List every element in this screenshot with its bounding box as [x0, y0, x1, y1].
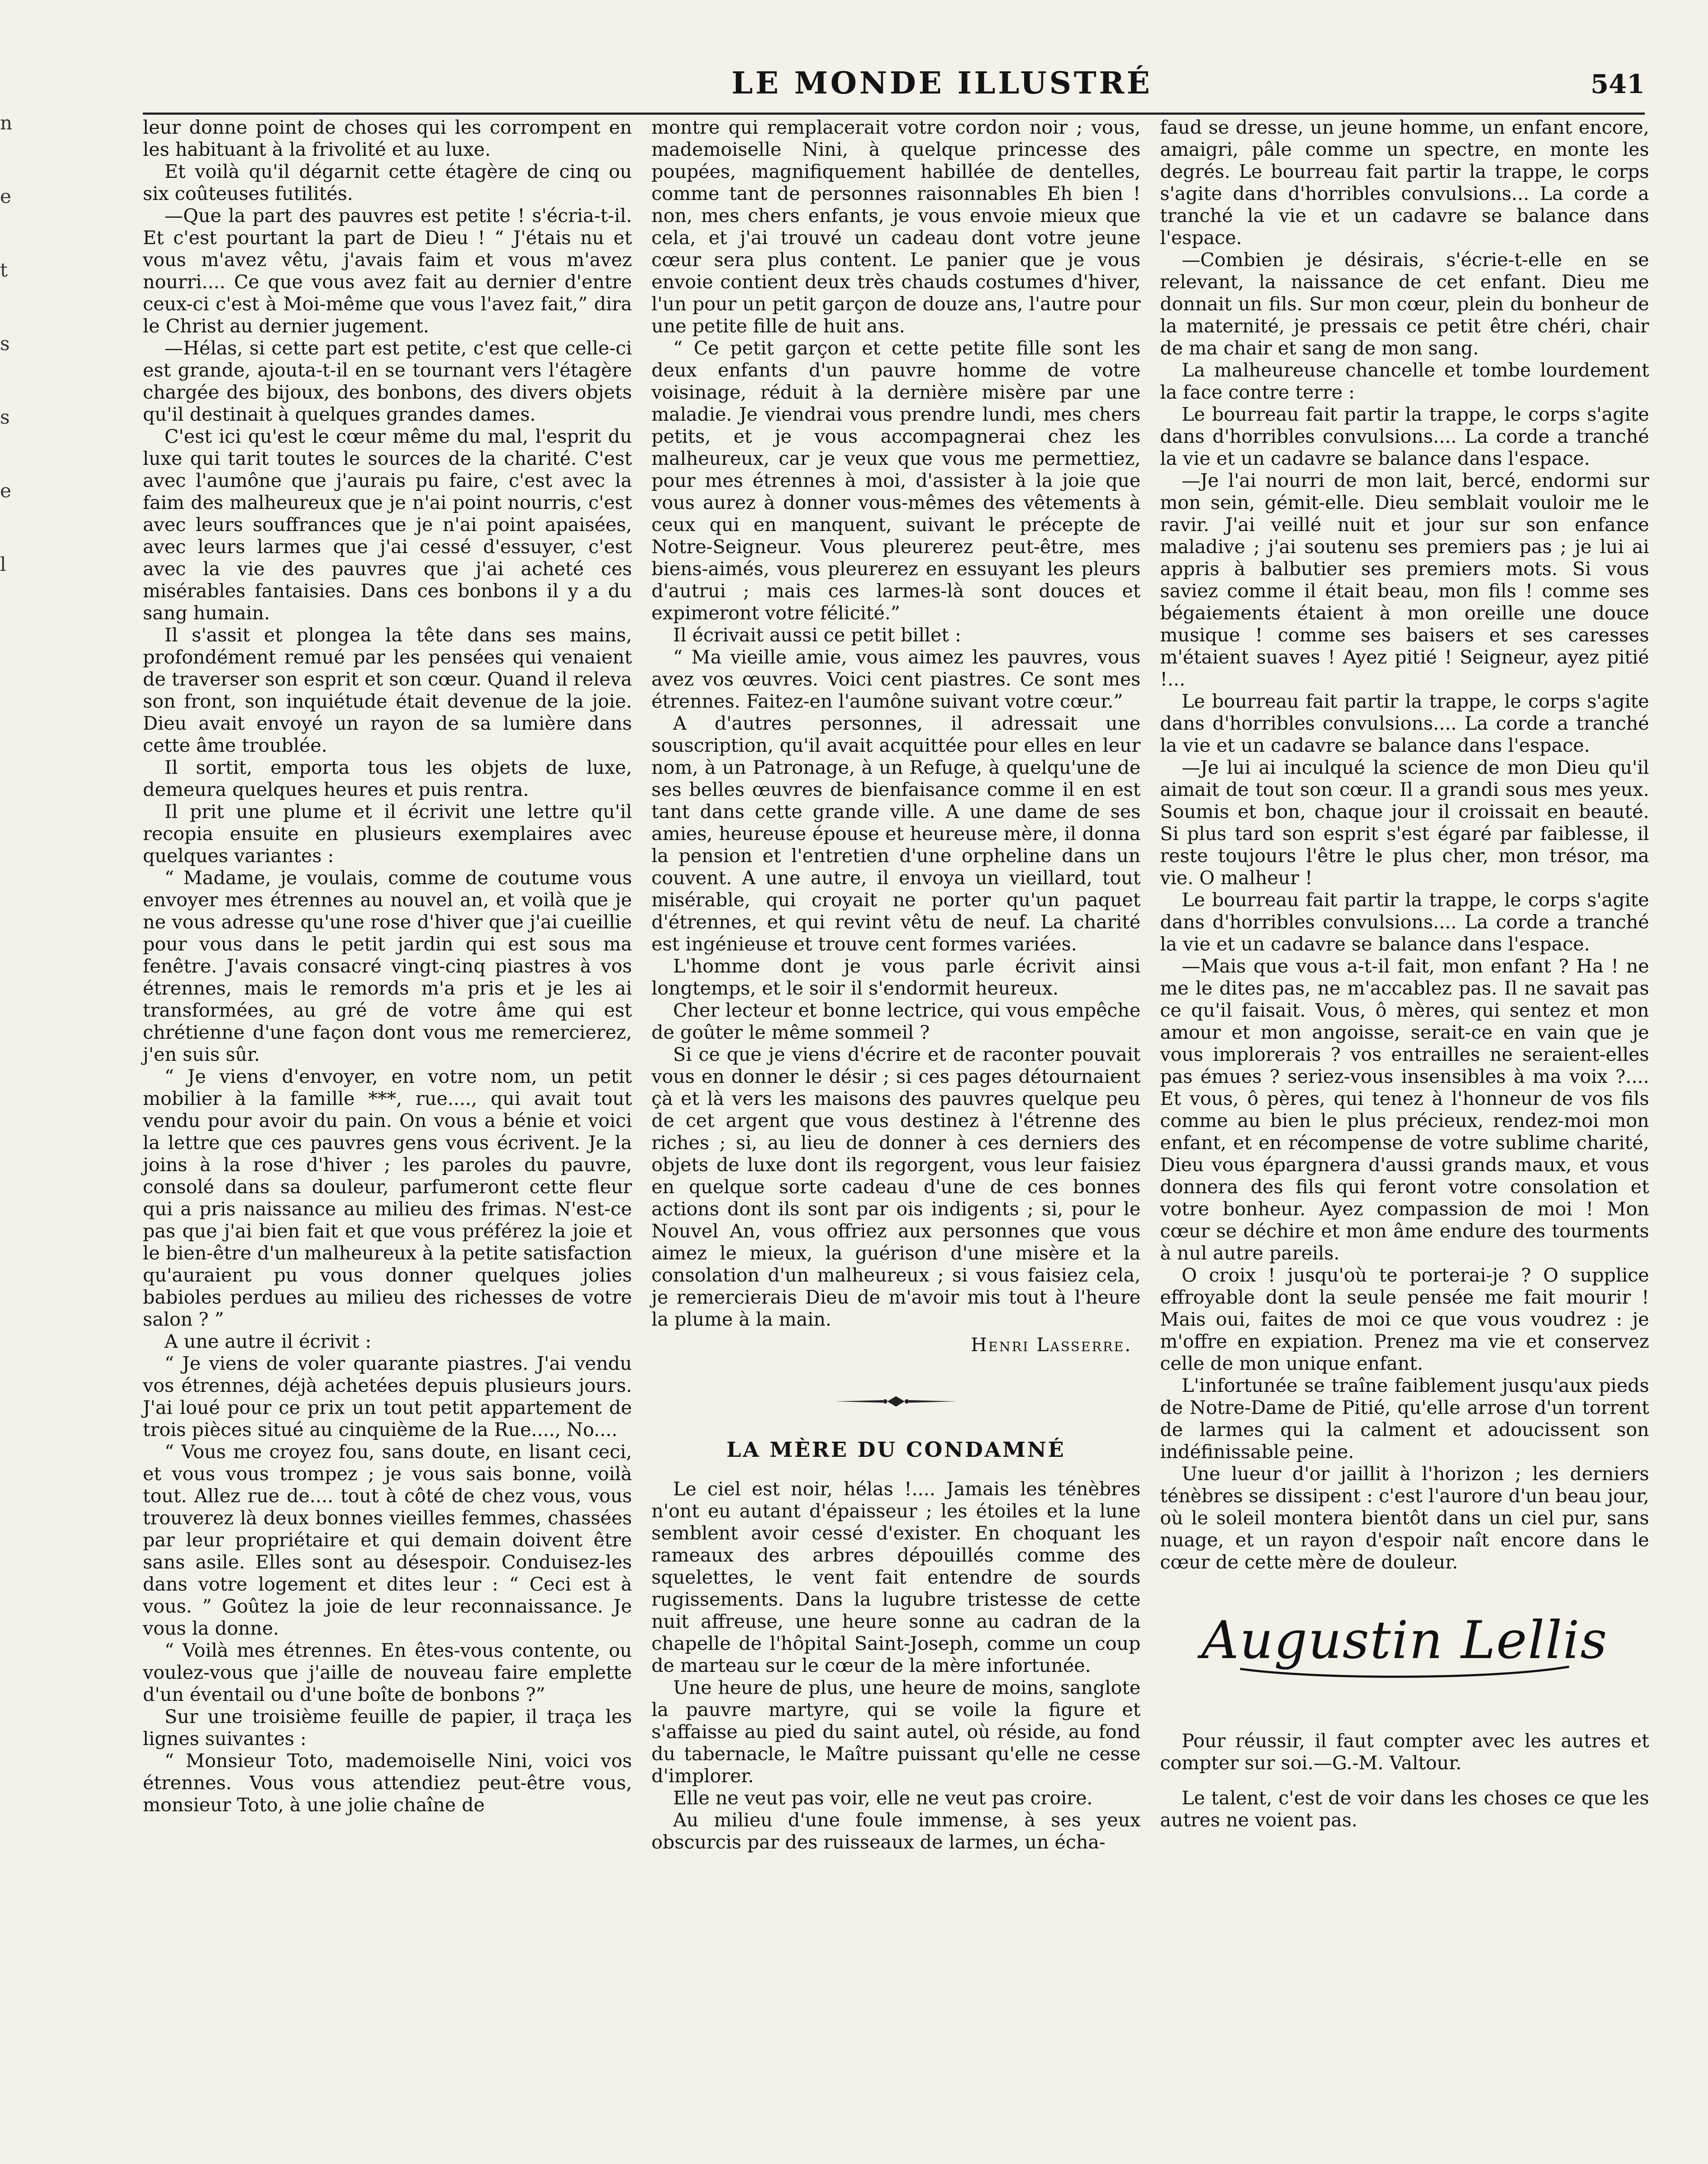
paragraph: Si ce que je viens d'écrire et de raconter pouvait vous en donner le désir ; si ces pages détournaient çà et là vers les maisons des pauvres quelque peu de cet argent que vous destinez à l'étrenne des riches ; si, au lieu de donner à ces derniers des objets de luxe dont ils regorgent, vous leur faisiez en quelque sorte cadeau d'une de ces bonnes actions dont ils sont par ois indigents ; si, pour le Nouvel An, vous offriez aux personnes que vous aimez le mieux, la guérison d'une misère et la consolation d'un malheureux ; si vous faisiez cela, je remercierais Dieu de m'avoir mis tout à l'heure la plume à la main. [651, 1044, 1141, 1330]
paragraph: Le bourreau fait partir la trappe, le corps s'agite dans d'horribles convulsions.... La corde a tranché la vie et un cadavre se balance dans l'espace. [1160, 404, 1649, 470]
margin-mark: s [0, 333, 10, 355]
paragraph: —Hélas, si cette part est petite, c'est que celle-ci est grande, ajouta-t-il en se tournant vers l'étagère chargée des bijoux, des bonbons, des divers objets qu'il destinait à quelques grandes dames. [143, 338, 632, 425]
paragraph: A d'autres personnes, il adressait une souscription, qu'il avait acquittée pour elles en leur nom, à un Patronage, à un Refuge, à quelqu'une de ses belles œuvres de bienfaisance comme il en est tant dans cette grande ville. A une dame de ses amies, heureuse épouse et heureuse mère, il donna la pension et l'entretien d'une orpheline dans un couvent. A une autre, il envoya un vieillard, tout misérable, qui croyait ne porter qu'un paquet d'étrennes, et qui revint vêtu de neuf. La charité est ingénieuse et trouve cent formes variées. [651, 713, 1141, 955]
paragraph: Sur une troisième feuille de papier, il traça les lignes suivantes : [143, 1706, 632, 1750]
journal-title: LE MONDE ILLUSTRÉ [732, 65, 1153, 101]
paragraph: Le bourreau fait partir la trappe, le corps s'agite dans d'horribles convulsions.... La corde a tranché la vie et un cadavre se balance dans l'espace. [1160, 691, 1649, 757]
paragraph: —Je lui ai inculqué la science de mon Dieu qu'il aimait de tout son cœur. Il a grandi sous mes yeux. Soumis et bon, chaque jour il croissait en beauté. Si plus tard son esprit s'est égaré par faiblesse, il reste toujours l'être le plus cher, mon trésor, ma vie. O malheur ! [1160, 757, 1649, 889]
paragraph: Il écrivait aussi ce petit billet : [673, 625, 961, 646]
paragraph: Il s'assit et plongea la tête dans ses mains, profondément remué par les pensées qui venaient de traverser son esprit et son cœur. Quand il releva son front, son inquiétude était devenue de la joie. Dieu avait envoyé un rayon de sa lumière dans cette âme troublée. [143, 625, 632, 757]
paragraph: Elle ne veut pas voir, elle ne veut pas croire. [673, 1787, 1093, 1809]
paragraph: faud se dresse, un jeune homme, un enfant encore, amaigri, pâle comme un spectre, en monte les degrés. Le bourreau fait partir la trappe, le corps s'agite dans d'horribles convulsions... La corde a tranché la vie et un cadavre se balance dans l'espace. [1160, 117, 1649, 249]
paragraph: Cher lecteur et bonne lectrice, qui vous empêche de goûter le même sommeil ? [651, 1000, 1141, 1043]
margin-mark: l [0, 554, 6, 576]
paragraph: —Je l'ai nourri de mon lait, bercé, endormi sur mon sein, gémit-elle. Dieu semblait vouloir me le ravir. J'ai veillé nuit et jour sur son enfance maladive ; j'ai soutenu ses premiers pas ; je lui ai appris à balbutier ses premiers mots. Si vous saviez comme il était beau, mon fils ! comme ses bégaiements étaient à mon oreille une douce musique ! comme ses baisers et ses caresses m'étaient suaves ! Ayez pitié ! Seigneur, ayez pitié !... [1160, 470, 1649, 690]
page-number: 541 [1590, 69, 1645, 100]
paragraph: C'est ici qu'est le cœur même du mal, l'esprit du luxe qui tarit toutes le sources de la charité. C'est avec l'aumône que j'aurais pu faire, c'est avec la faim des malheureux que je n'ai point nourris, c'est avec leurs souffrances que je n'ai point apaisées, avec leurs larmes que j'ai cessé d'essuyer, c'est avec la vie des pauvres que j'ai acheté ces misérables fantaisies. Dans ces bonbons il y a du sang humain. [143, 426, 632, 624]
article-author: Henri Lasserre. [970, 1334, 1132, 1356]
paragraph: Une lueur d'or jaillit à l'horizon ; les derniers ténèbres se dissipent : c'est l'aurore d'un beau jour, où le soleil montera bientôt dans un ciel pur, sans nuage, et un rayon d'espoir naît encore dans le cœur de cette mère de douleur. [1160, 1463, 1649, 1573]
paragraph: A une autre il écrivit : [164, 1331, 371, 1352]
paragraph: Il sortit, emporta tous les objets de luxe, demeura quelques heures et puis rentra. [143, 757, 632, 801]
column-3 [1160, 117, 1649, 1832]
paragraph: “ Madame, je voulais, comme de coutume vous envoyer mes étrennes au nouvel an, et voilà que je ne vous adresse qu'une rose d'hiver que j'ai cueillie pour vous dans le petit jardin qui est sous ma fenêtre. J'avais consacré vingt-cinq piastres à vos étrennes, mais le remords m'a pris et je les ai transformées, au gré de votre âme qui est chrétienne d'une façon dont vous me remercierez, j'en suis sûr. [143, 867, 632, 1066]
paragraph: L'infortunée se traîne faiblement jusqu'aux pieds de Notre-Dame de Pitié, qu'elle arrose d'un torrent de larmes qui la calment et adoucissent son indéfinissable peine. [1160, 1375, 1649, 1463]
paragraph: Une heure de plus, une heure de moins, sanglote la pauvre martyre, qui se voile la figure et s'affaisse au pied du saint autel, où réside, au fond du tabernacle, le Maître puissant qu'elle ne cesse d'implorer. [651, 1677, 1141, 1787]
paragraph: O croix ! jusqu'où te porterai-je ? O supplice effroyable dont la seule pensée me fait mourir ! Mais oui, faites de moi ce que vous voudrez : je m'offre en expiation. Prenez ma vie et conservez celle de mon unique enfant. [1160, 1265, 1649, 1375]
column-1 [143, 117, 632, 1816]
paragraph: Le ciel est noir, hélas !.... Jamais les ténèbres n'ont eu autant d'épaisseur ; les étoiles et la lune semblent avoir cessé d'exister. En choquant les rameaux des arbres dépouillés comme des squelettes, le vent fait entendre de sourds rugissements. Dans la lugubre tristesse de cette nuit affreuse, une heure sonne au cadran de la chapelle de l'hôpital Saint-Joseph, comme un coup de marteau sur le cœur de la mère infortunée. [651, 1478, 1141, 1677]
margin-mark: s [0, 406, 10, 428]
paragraph: “ Vous me croyez fou, sans doute, en lisant ceci, et vous vous trompez ; je vous sais bonne, voilà tout. Allez rue de.... tout à côté de chez vous, vous trouverez là deux bonnes vieilles femmes, chassées par leur propriétaire et qui demain doivent être sans asile. Elles sont au désespoir. Conduisez-les dans votre logement et dites leur : “ Ceci est à vous. ” Goûtez la joie de leur reconnaissance. Je vous la donne. [143, 1441, 632, 1639]
paragraph: “ Monsieur Toto, mademoiselle Nini, voici vos étrennes. Vous vous attendiez peut-être vous, monsieur Toto, à une jolie chaîne de [143, 1750, 632, 1816]
divider-ornament-icon [831, 1395, 961, 1408]
paragraph: Et voilà qu'il dégarnit cette étagère de cinq ou six coûteuses futilités. [143, 161, 632, 205]
maxim: Le talent, c'est de voir dans les choses ce que les autres ne voient pas. [1160, 1787, 1649, 1831]
paragraph: Le bourreau fait partir la trappe, le corps s'agite dans d'horribles convulsions.... La corde a tranché la vie et un cadavre se balance dans l'espace. [1160, 889, 1649, 955]
spacer [1160, 1774, 1649, 1787]
signature-text: Augustin Lellis [1201, 1610, 1608, 1671]
ornamental-divider [651, 1391, 1141, 1413]
margin-mark: e [0, 186, 12, 208]
paragraph: —Que la part des pauvres est petite ! s'écria-t-il. Et c'est pourtant la part de Dieu ! “ J'étais nu et vous m'avez vêtu, j'avais faim et vous m'avez nourri.... Ce que vous avez fait au dernier d'entre ceux-ci c'est à Moi-même que vous l'avez fait,” dira le Christ au dernier jugement. [143, 205, 632, 337]
paragraph: La malheureuse chancelle et tombe lourdement la face contre terre : [1160, 360, 1649, 403]
maxim: Pour réussir, il faut compter avec les autres et compter sur soi.—G.-M. Valtour. [1160, 1730, 1649, 1774]
signature-flourish-icon [1188, 1604, 1621, 1691]
margin-mark: e [0, 480, 12, 502]
paragraph: —Combien je désirais, s'écrie-t-elle en se relevant, la naissance de cet enfant. Dieu me donnait un fils. Sur mon cœur, plein du bonheur de la maternité, je pressais ce petit être chéri, chair de ma chair et sang de mon sang. [1160, 249, 1649, 359]
paragraph: Au milieu d'une foule immense, à ses yeux obscurcis par des ruisseaux de larmes, un écha- [651, 1810, 1141, 1853]
paragraph: “ Ma vieille amie, vous aimez les pauvres, vous avez vos œuvres. Voici cent piastres. Ce sont mes étrennes. Faitez-en l'aumône suivant votre cœur.” [651, 647, 1141, 712]
paragraph: “ Ce petit garçon et cette petite fille sont les deux enfants d'un pauvre homme de votre voisinage, réduit à la dernière misère par une maladie. Je viendrai vous prendre lundi, mes chers petits, et je vous accompagnerai chez les malheureux, car je veux que vous me permettiez, pour mes étrennes à moi, d'assister à la joie que vous aurez à donner vous-mêmes des vêtements à ceux qui en manquent, suivant le précepte de Notre-Seigneur. Vous pleurerez peut-être, mes biens-aimés, vous pleurerez en essuyant les pleurs d'autrui ; mais ces larmes-là sont douces et expimeront votre félicité.” [651, 338, 1141, 624]
paragraph: —Mais que vous a-t-il fait, mon enfant ? Ha ! ne me le dites pas, ne m'accablez pas. Il ne savait pas ce qu'il faisait. Vous, ô mères, qui sentez et mon amour et mon angoisse, serait-ce en vain que je vous implorerais ? vos entrailles ne seraient-elles pas émues ? seriez-vous insensibles à ma voix ?.... Et vous, ô pères, qui tenez à l'honneur de vos fils comme au bien le plus précieux, rendez-moi mon enfant, et en récompense de votre sublime charité, Dieu vous épargnera d'aussi grands maux, et vous donnera des fils qui feront votre consolation et votre bonheur. Ayez compassion de moi ! Mon cœur se déchire et mon âme endure des tourments à nul autre pareils. [1160, 956, 1649, 1264]
page-header [143, 61, 1645, 115]
margin-mark: t [0, 259, 8, 281]
paragraph: “ Je viens d'envoyer, en votre nom, un petit mobilier à la famille ***, rue...., qui avait tout vendu pour avoir du pain. On vous a bénie et voici la lettre que ces pauvres gens vous écrivent. Je la joins à la rose d'hiver ; les paroles du pauvre, consolé dans sa douleur, parfumeront cette fleur qui a pris naissance au milieu des frimas. N'est-ce pas que j'ai bien fait et que vous préférez la joie et le bien-être d'un malheureux à la petite satisfaction qu'auraient pu vous donner quelques jolies babioles perdues au milieu des richesses de votre salon ? ” [143, 1066, 632, 1330]
paragraph: L'homme dont je vous parle écrivit ainsi longtemps, et le soir il s'endormit heureux. [651, 956, 1141, 999]
margin-mark: n [0, 112, 13, 134]
section-title: LA MÈRE DU CONDAMNÉ [726, 1438, 1066, 1462]
paragraph: “ Je viens de voler quarante piastres. J'ai vendu vos étrennes, déjà achetées depuis plusieurs jours. J'ai loué pour ce prix un tout petit appartement de trois pièces situé au cinquième de la Rue...., No.... [143, 1353, 632, 1441]
paragraph: leur donne point de choses qui les corrompent en les habituant à la frivolité et au luxe. [143, 117, 632, 161]
paragraph: montre qui remplacerait votre cordon noir ; vous, mademoiselle Nini, à quelque princesse des poupées, magnifiquement habillée de dentelles, comme tant de personnes raisonnables Eh bien ! non, mes chers enfants, je vous envoie mieux que cela, et j'ai trouvé un cadeau dont votre jeune cœur sera plus content. Le panier que je vous envoie contient deux très chauds costumes d'hiver, l'un pour un petit garçon de douze ans, l'autre pour une petite fille de huit ans. [651, 117, 1141, 337]
left-margin-marks [0, 87, 17, 602]
paragraph: “ Voilà mes étrennes. En êtes-vous contente, ou voulez-vous que j'aille de nouveau faire emplette d'un éventail ou d'une boîte de bonbons ?” [143, 1640, 632, 1706]
author-signature [1160, 1604, 1649, 1696]
paragraph: Il prit une plume et il écrivit une lettre qu'il recopia ensuite en plusieurs exemplaires avec quelques variantes : [143, 801, 632, 867]
column-2 [651, 117, 1141, 1854]
